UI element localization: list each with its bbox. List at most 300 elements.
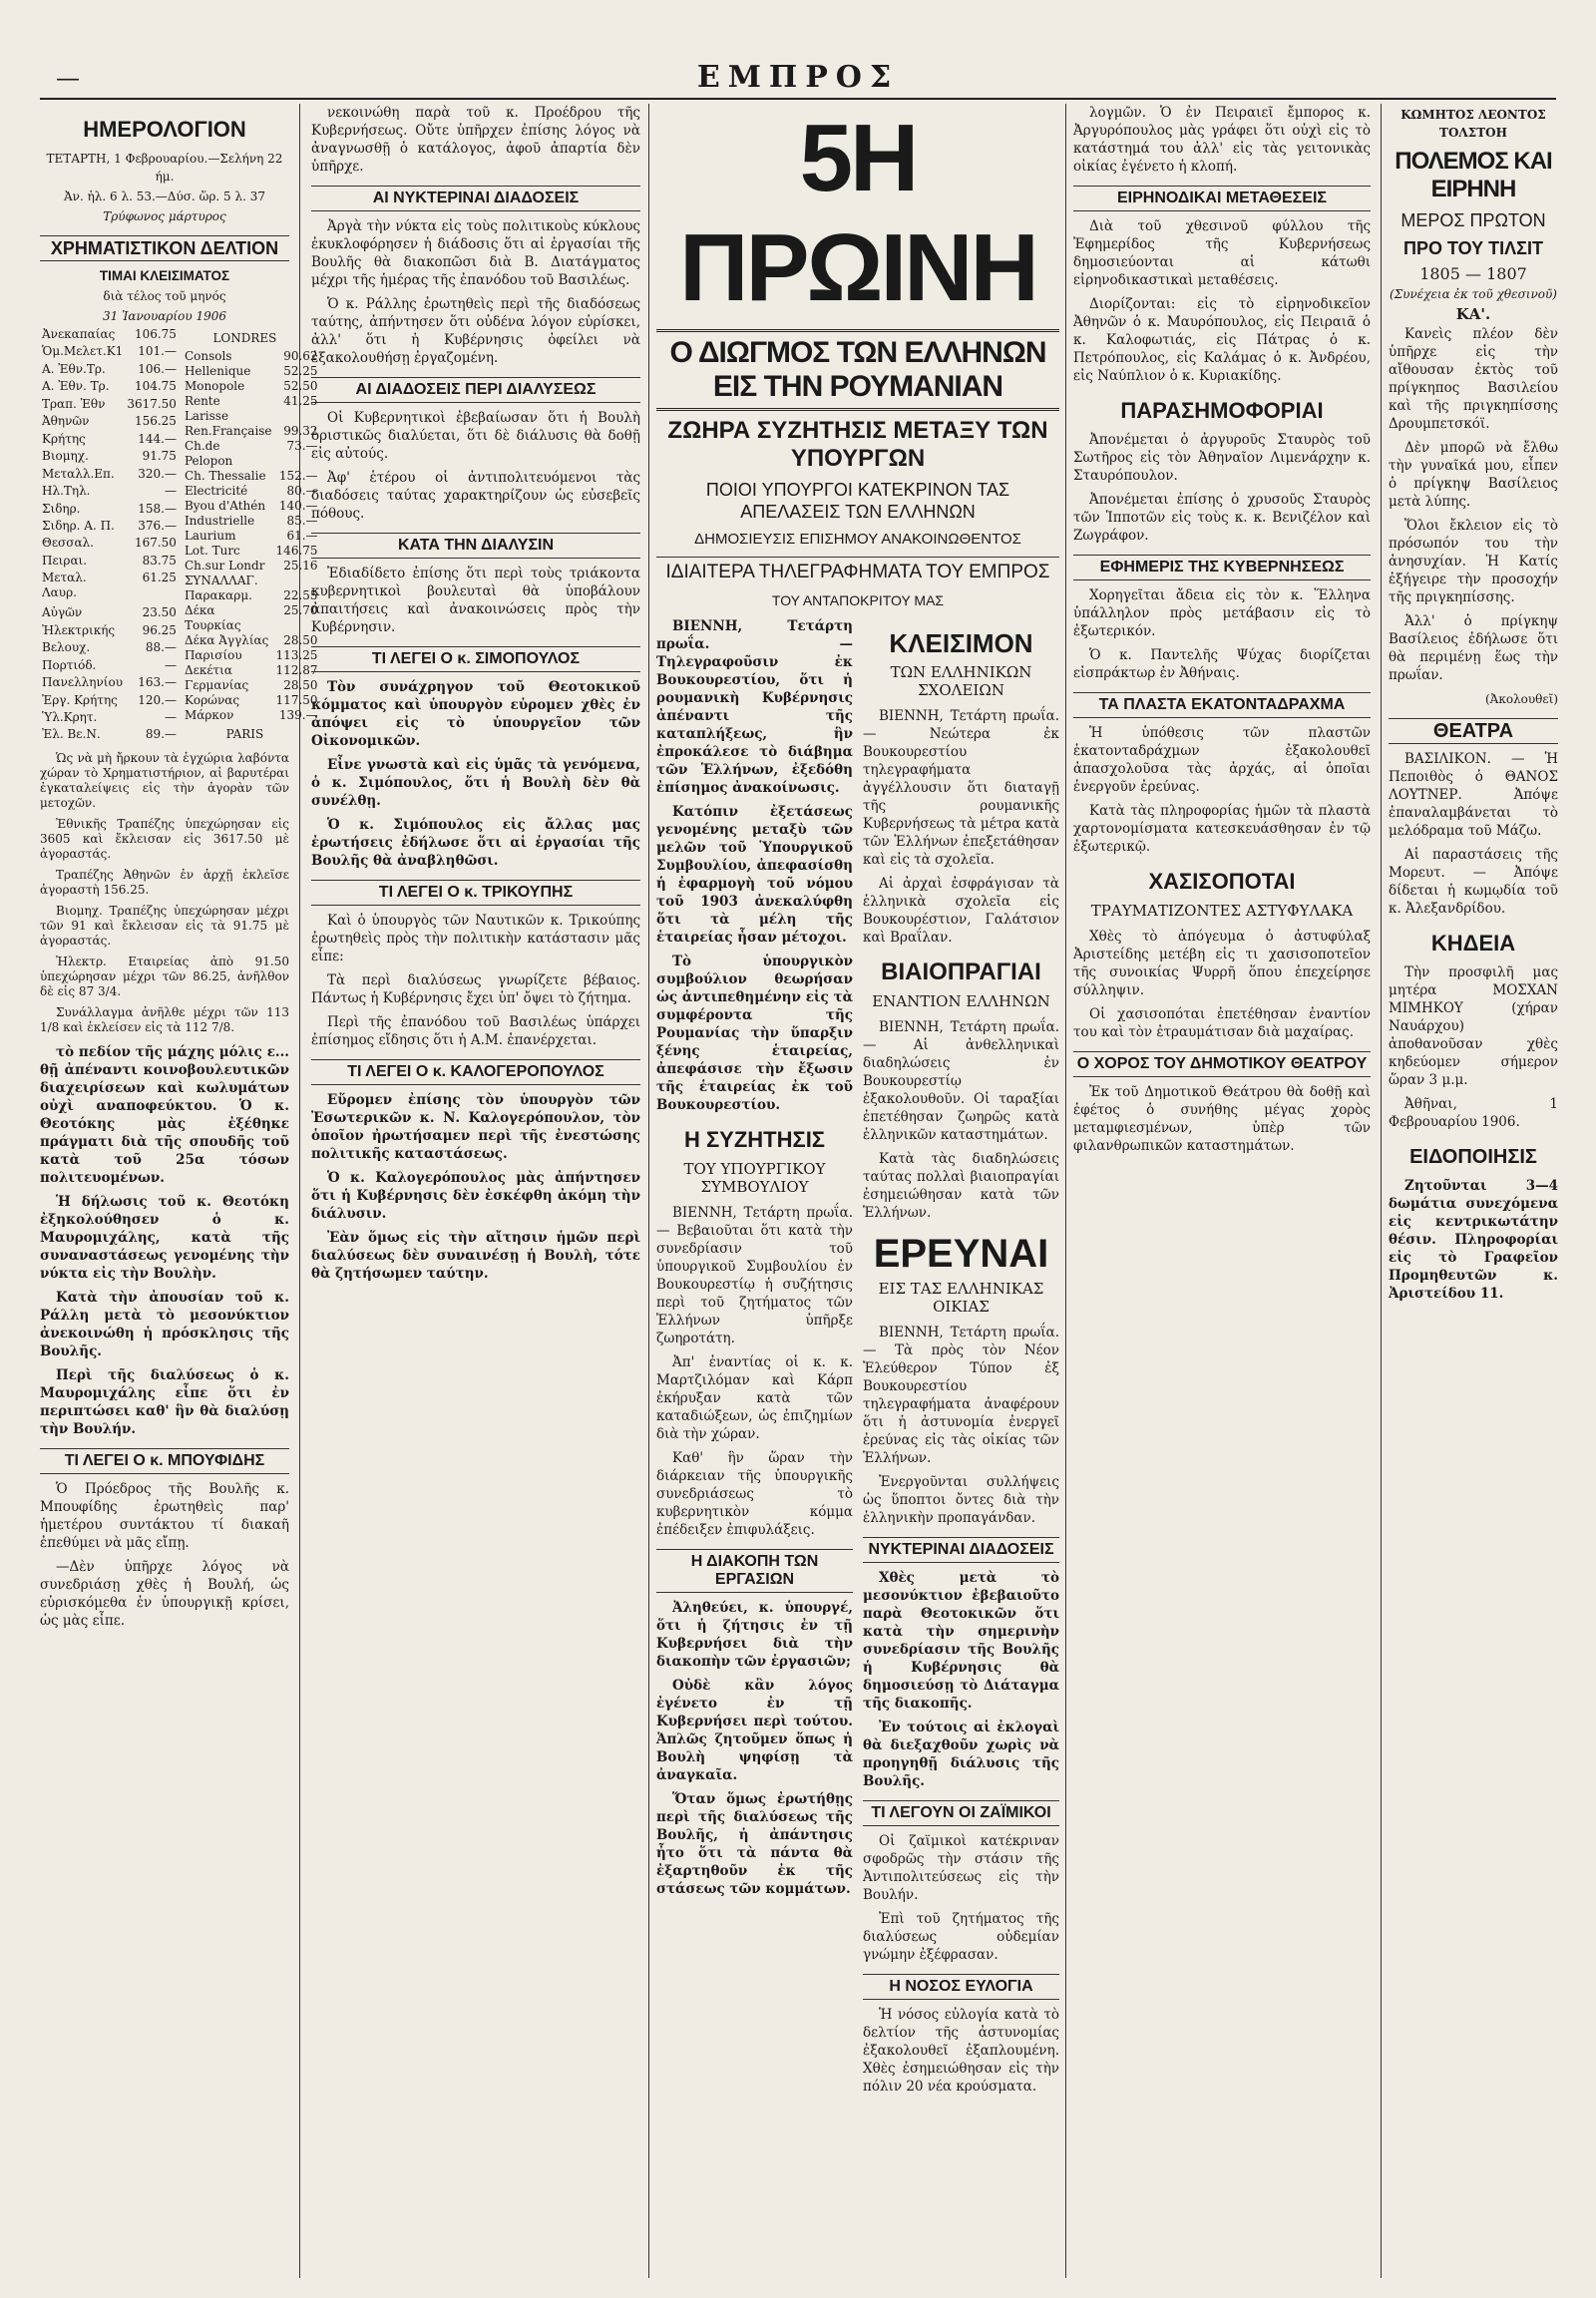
finance-value: 90.62 <box>283 349 318 363</box>
column-divider <box>1381 104 1382 2278</box>
finance-label: Laurium <box>184 529 236 543</box>
paragraph: Καὶ ὁ ὑπουργὸς τῶν Ναυτικῶν κ. Τρικούπης ἐρωτηθεὶς πρὸς τὴν πολιτικὴν κατάστασιν μᾶς εἶπε: <box>311 913 640 964</box>
serial-subtitle: ΠΡΟ ΤΟΥ ΤΙΛΣΙΤ <box>1403 238 1543 258</box>
paragraph: Ὅλοι ἔκλειον εἰς τὸ πρόσωπόν του τὴν ἀνησυχίαν. Ἡ Κατίς ἐξήγειρε τὴν προσοχήν τῆς πριγκηπίσσης. <box>1389 518 1558 605</box>
section-heading: ΤΑ ΠΛΑΣΤΑ ΕΚΑΤΟΝΤΑΔΡΑΧΜΑ <box>1073 692 1371 718</box>
finance-value: 158.— <box>138 501 177 516</box>
paragraph: Ἀλλ' ὁ πρίγκηψ Βασίλειος ἐδήλωσε ὅτι θὰ περιμένῃ ἕως τὴν πρωΐαν. <box>1389 613 1558 683</box>
section-heading: ΝΥΚΤΕΡΙΝΑΙ ΔΙΑΔΟΣΕΙΣ <box>863 1537 1059 1563</box>
finance-row <box>183 484 320 499</box>
finance-row <box>183 424 320 439</box>
paragraph: τὸ πεδίον τῆς μάχης μόλις ε... θῇ ἀπέναντι κοινοβουλευτικῶν διαχειρίσεων καὶ κωλυμάτων οὐχὶ αναποφεύκτου. Ὁ κ. Θεοτόκης μὰς ἐξέθηκε πράγματι διὰ τῆς σπουδῆς τοῦ κατὰ τοῦ 25α τόσων πολιτευομένων. <box>40 1044 289 1186</box>
finance-label: Θεσσαλ. <box>42 536 94 551</box>
finance-row <box>40 379 179 396</box>
section-body <box>656 1599 853 1898</box>
finance-value: 61.25 <box>142 571 177 585</box>
violence-subtitle: ΕΝΑΝΤΙΟΝ ΕΛΛΗΝΩΝ <box>872 992 1050 1010</box>
lead-subheadline: ΖΩΗΡΑ ΣΥΖΗΤΗΣΙΣ ΜΕΤΑΞΥ ΤΩΝ ΥΠΟΥΡΓΩΝ <box>667 417 1048 472</box>
lead-correspondent: ΤΟΥ ΑΝΤΑΠΟΚΡΙΤΟΥ ΜΑΣ <box>771 592 945 608</box>
finance-row <box>183 439 320 469</box>
theatre-heading: ΘΕΑΤΡΑ <box>1389 718 1558 744</box>
masthead-dash: — <box>56 64 80 92</box>
finance-label: Larisse <box>184 409 229 423</box>
finance-row <box>40 484 179 501</box>
paragraph: Χθὲς μετὰ τὸ μεσονύκτιον ἐβεβαιοῦτο παρὰ Θεοτοκικῶν ὅτι κατὰ τὴν σημερινὴν συνεδρίασιν τῆς Βουλῆς ἡ Κυβέρνησις θὰ δημοσιεύσῃ τὸ Διάταγμα τῆς διακοπῆς. <box>863 1570 1059 1712</box>
finance-label: Rente <box>184 394 220 408</box>
serial-chapter: ΚΑ'. <box>1455 305 1491 323</box>
paragraph: Οἱ Κυβερνητικοὶ ἐβεβαίωσαν ὅτι ἡ Βουλὴ ὁριστικῶς διαλύεται, ὅτι δὲ διάλυσις θὰ δοθῇ εἰς αὐτούς. <box>311 410 640 462</box>
finance-label: Παρακαρμ. <box>184 588 252 602</box>
finance-row <box>183 633 320 648</box>
finance-label: Δέκα Τουρκίας <box>184 603 241 632</box>
lead-left <box>656 617 853 2102</box>
finance-row <box>183 544 320 559</box>
finance-subtitle: ΤΙΜΑΙ ΚΛΕΙΣΙΜΑΤΟΣ <box>99 268 230 283</box>
section-heading: ΚΑΤΑ ΤΗΝ ΔΙΑΛΥΣΙΝ <box>311 533 640 559</box>
section-body <box>311 1091 640 1283</box>
finance-value: 376.— <box>138 518 177 533</box>
finance-label: Ch.de Pelopon <box>184 439 233 468</box>
lead-body <box>656 617 853 1114</box>
finance-row <box>40 658 179 675</box>
finance-label: Δέκα Ἀγγλίας <box>184 633 269 647</box>
column-1 <box>40 104 318 2278</box>
column-5 <box>1389 104 1558 2278</box>
finance-value: 152.— <box>278 469 318 483</box>
paragraph: ΒΙΕΝΝΗ, Τετάρτη πρωΐα. — Βεβαιοῦται ὅτι κατὰ τὴν συνεδρίασιν τοῦ ὑπουργικοῦ Συμβουλίου ἐν Βουκουρεστίῳ ἡ συζήτησις περὶ τοῦ ζητήματος τῶν Ἑλλήνων ὑπῆρξε ζωηροτάτη. <box>656 1205 853 1346</box>
finance-value: 61.— <box>286 529 318 543</box>
finance-value: 99.32 <box>283 424 318 438</box>
paragraph: Ὡς νὰ μὴ ἤρκουν τὰ ἐγχώρια λαβόντα χώραν τὸ Χρηματιστήριον, αἱ βαρυτέραι ἐγκαταλείψεις εἰς τὴν ἀγορὰν τῶν μετοχῶν. <box>40 751 289 810</box>
finance-row <box>40 727 179 745</box>
finance-label: Σιδηρ. Α. Π. <box>42 518 115 533</box>
finance-row <box>183 603 320 633</box>
section-heading: ΕΙΡΗΝΟΔΙΚΑΙ ΜΕΤΑΘΕΣΕΙΣ <box>1073 186 1371 211</box>
paragraph: Τὴν προσφιλῆ μας μητέρα ΜΟΣΧΑΝ ΜΙΜΗΚΟΥ (χήραν Ναυάρχου) ἀποθανοῦσαν χθὲς κηδεύομεν σήμερον ὥραν 3 μ.μ. <box>1389 964 1558 1088</box>
paragraph: Ἐὰν ὅμως εἰς τὴν αἴτησιν ἡμῶν περὶ διαλύσεως δὲν συναινέσῃ ἡ Βουλὴ, τότε θὰ ζητήσωμεν ταύτην. <box>311 1230 640 1282</box>
finance-label: Κορώνας <box>184 693 240 707</box>
paragraph: Τὸ ὑπουργικὸν συμβούλιον θεωρήσαν ὡς ἀντιπεθημένην εἰς τὰ συμφέροντα τῆς Ρουμανίας τὴν ὕπαρξιν ξένης ἑταιρείας, ἀπεφάσισε τὴν ἔξωσιν τῆς ἑταιρείας ἐκ τοῦ Βουκουρεστίου. <box>656 954 853 1113</box>
violence-body <box>863 1018 1059 1222</box>
finance-label: Τραπ. Ἐθν <box>42 396 106 411</box>
paragraph: Αἱ ἀρχαὶ ἐσφράγισαν τὰ ἑλληνικὰ σχολεῖα εἰς Βουκουρέστιον, Γαλάτσιον καὶ Βραΐλαν. <box>863 876 1059 946</box>
paragraph: Καθ' ἣν ὥραν τὴν διάρκειαν τῆς ὑπουργικῆς συνεδριάσεως τὸ κυβερνητικὸν κόμμα ἐπέδειξεν ἐπιφυλάξεις. <box>656 1450 853 1538</box>
section-heading: ΤΙ ΛΕΓΟΥΝ ΟΙ ΖΑΪΜΙΚΟΙ <box>863 1800 1059 1826</box>
serial-author: ΚΩΜΗΤΟΣ ΛΕΟΝΤΟΣ ΤΟΛΣΤΟΗ <box>1400 108 1546 140</box>
paragraph: Χορηγεῖται ἄδεια εἰς τὸν κ. Ἕλληνα ὑπάλληλον πρὸς μετάβασιν εἰς τὸ ἐξωτερικόν. <box>1073 587 1371 639</box>
finance-value: 101.— <box>138 344 177 359</box>
paragraph: Ἀργὰ τὴν νύκτα εἰς τοὺς πολιτικοὺς κύκλους ἐκυκλοφόρησεν ἡ διάδοσις ὅτι αἱ ἐργασίαι τῆς Βουλῆς θὰ διακοπῶσι διὰ Β. Διατάγματος μέχρι τῆς ἡμέρας τῆς ἐπανόδου τοῦ Βασιλέως. <box>311 218 640 288</box>
section-subtitle: ΤΡΑΥΜΑΤΙΖΟΝΤΕΣ ΑΣΤΥΦΥΛΑΚΑ <box>1090 902 1354 920</box>
finance-value: 83.75 <box>142 553 177 568</box>
paragraph: λογμῶν. Ὁ ἐν Πειραιεῖ ἔμπορος κ. Ἀργυρόπουλος μὰς γράφει ὅτι οὐχὶ εἰς τὸ κατάστημά του ἀλλ' εἰς τὰς γειτονικὰς οἰκίας ἐγένετο ἡ κλοπή. <box>1073 105 1371 175</box>
paragraph: Ἐκ τοῦ Δημοτικοῦ Θεάτρου θὰ δοθῇ καὶ ἐφέτος ὁ συνήθης μέγας χορὸς μεταμφιεσμένων, ὑπὲρ τῶν φιλανθρωπικῶν καταστημάτων. <box>1073 1084 1371 1154</box>
paragraph: Ἐδιαδίδετο ἐπίσης ὅτι περὶ τοὺς τριάκοντα κυβερνητικοὶ βουλευταὶ θὰ ὑποβάλουν ἀπαιτήσεις καὶ ἀνακοινώσεις πρὸς τὴν Κυβέρνησιν. <box>311 566 640 635</box>
closure-title: ΚΛΕΙΣΙΜΟΝ <box>889 628 1033 658</box>
searches-title: ΕΡΕΥΝΑΙ <box>873 1232 1049 1276</box>
paragraph: Περὶ τῆς διαλύσεως ὁ κ. Μαυρομιχάλης εἶπε ὅτι ἐν περιπτώσει καθ' ἣν θὰ διαλύσῃ τὴν Βουλήν. <box>40 1367 289 1437</box>
finance-label: Βιομηχ. <box>42 449 89 464</box>
finance-label: Ἐργ. Κρήτης <box>42 692 118 707</box>
violence-title: ΒΙΑΙΟΠΡΑΓΙΑΙ <box>881 958 1041 985</box>
paragraph: Ἀπονέμεται ὁ ἀργυροῦς Σταυρὸς τοῦ Σωτῆρος εἰς τὸν Ἀθηναῖον Λιμενάρχην κ. Σταυρόπουλον. <box>1073 432 1371 484</box>
funeral-body <box>1389 963 1558 1131</box>
paragraph: νεκοινώθη παρὰ τοῦ κ. Προέδρου τῆς Κυβερνήσεως. Οὔτε ὑπῆρχεν ἐπίσης λόγος νὰ ἀναγνωσθῇ ὁ κατάλογος, ἀφοῦ ἀπαρτία δὲν ὑπῆρχε. <box>311 105 640 175</box>
finance-row <box>40 623 179 640</box>
paragraph: Τραπέζης Ἀθηνῶν ἐν ἀρχῇ ἐκλεῖσε ἀγοραστὴ 156.25. <box>40 868 289 897</box>
masthead <box>40 58 1556 100</box>
finance-value: 320.— <box>138 466 177 481</box>
section-heading: Η ΔΙΑΚΟΠΗ ΤΩΝ ΕΡΓΑΣΙΩΝ <box>656 1549 853 1593</box>
paragraph: Δὲν μπορῶ νὰ ἔλθω τὴν γυναῖκά μου, εἶπεν ὁ πρίγκηψ Βασίλειος μετὰ λύπης. <box>1389 440 1558 510</box>
lead-right <box>863 617 1059 2102</box>
paragraph: Ἐθνικῆς Τραπέζης ὑπεχώρησαν εἰς 3605 καὶ ἔκλεισαν εἰς 3617.50 μὲ ἀγοραστάς. <box>40 817 289 861</box>
serial-follows: (Ἀκολουθεῖ) <box>1484 692 1558 706</box>
serial-body <box>1389 325 1558 684</box>
finance-value: 25.16 <box>283 559 318 573</box>
finance-label: Παρισίου <box>184 648 242 662</box>
paragraph: Ἐνεργοῦνται συλλήψεις ὡς ὕποπτοι ὄντες διὰ τὴν ἑλληνικὴν προπαγάνδαν. <box>863 1474 1059 1526</box>
section-body <box>311 912 640 1049</box>
section-body <box>311 565 640 636</box>
finance-value: 22.55 <box>283 588 318 602</box>
finance-label: Μεταλ. Λαυρ. <box>42 571 87 600</box>
paragraph: Ἠλεκτρ. Εταιρείας ἀπὸ 91.50 ὑπεχώρησαν μέχρι τῶν 86.25, ἀνῆλθον δὲ εἰς 87 3/4. <box>40 955 289 998</box>
paragraph: Ἐν τούτοις αἱ ἐκλογαὶ θὰ διεξαχθοῦν χωρὶς νὰ προηγηθῇ διάλυσις τῆς Βουλῆς. <box>863 1720 1059 1789</box>
finance-label: Κρήτης <box>42 431 86 446</box>
paragraph: Ὁ κ. Ράλλης ἐρωτηθεὶς περὶ τῆς διαδόσεως ταύτης, ἀπήντησεν ὅτι οὐδένα λόγον εὑρίσκει, ἀλλ' ὅτι ἡ Κυβέρνησις ὀφείλει νὰ ἐξακολουθήσῃ ἐργαζομένη. <box>311 296 640 366</box>
column-4 <box>1073 104 1371 2278</box>
serial-title: ΠΟΛΕΜΟΣ ΚΑΙ ΕΙΡΗΝΗ <box>1395 148 1552 202</box>
finance-row <box>40 554 179 571</box>
paragraph: Κατὰ τὴν ἀπουσίαν τοῦ κ. Ράλλη μετὰ τὸ μεσονύκτιον ἀνεκοινώθη ἡ πρόσκλησις τῆς Βουλῆς. <box>40 1290 289 1359</box>
finance-row <box>40 502 179 519</box>
finance-row <box>183 648 320 663</box>
closure-body <box>863 707 1059 947</box>
lead-deck-2: ΔΗΜΟΣΙΕΥΣΙΣ ΕΠΙΣΗΜΟΥ ΑΝΑΚΟΙΝΩΘΕΝΤΟΣ <box>694 531 1021 548</box>
finance-label: Πειραι. <box>42 553 88 568</box>
finance-label: Ηλ.Τηλ. <box>42 484 91 499</box>
section-heading: ΤΙ ΛΕΓΕΙ Ο κ. ΤΡΙΚΟΥΠΗΣ <box>311 880 640 906</box>
finance-subtitle-2: διὰ τέλος τοῦ μηνός <box>103 289 226 303</box>
finance-value: 139.— <box>278 708 318 722</box>
funeral-heading: ΚΗΔΕΙΑ <box>1430 931 1516 956</box>
finance-label: Γερμανίας <box>184 678 249 692</box>
finance-row <box>40 519 179 536</box>
finance-label: Ὑλ.Κρητ. <box>42 709 98 724</box>
serial-continued: (Συνέχεια ἐκ τοῦ χθεσινοῦ) <box>1390 287 1557 301</box>
finance-label: Ἀθηνῶν <box>42 414 90 429</box>
paragraph: Ἀφ' ἑτέρου οἱ ἀντιπολιτευόμενοι τὰς διαδόσεις ταύτας χαρακτηρίζουν ὡς εὐσεβεῖς πόθους. <box>311 470 640 522</box>
finance-value: 28.50 <box>283 633 318 647</box>
paragraph: Ὁ Πρόεδρος τῆς Βουλῆς κ. Μπουφίδης ἐρωτηθεὶς παρ' ἡμετέρου συντάκτου τί διακαῆ ἐπεθύμει νὰ μᾶς εἴπῃ. <box>40 1481 289 1551</box>
section-heading: ΤΙ ΛΕΓΕΙ Ο κ. ΣΙΜΟΠΟΥΛΟΣ <box>311 646 640 672</box>
paragraph: ΒΙΕΝΝΗ, Τετάρτη πρωΐα. — Αἱ ἀνθελληνικαὶ διαδηλώσεις ἐν Βουκουρεστίῳ ἐξακολουθοῦν. Οἱ ταραξίαι ἐπετέθησαν ζωηρῶς κατὰ ἑλληνικῶν καταστημάτων. <box>863 1019 1059 1143</box>
finance-value: 52.25 <box>283 364 318 378</box>
section-heading: ΤΙ ΛΕΓΕΙ Ο κ. ΚΑΛΟΓΕΡΟΠΟΥΛΟΣ <box>311 1059 640 1085</box>
section-heading: ΑΙ ΔΙΑΔΟΣΕΙΣ ΠΕΡΙ ΔΙΑΛΥΣΕΩΣ <box>311 377 640 403</box>
paragraph: Βιομηχ. Τραπέζης ὑπεχώρησαν μέχρι τῶν 91 καὶ ἔκλεισαν εἰς τὰ 91.75 μὲ ἀγοραστάς. <box>40 904 289 948</box>
london-label: LONDRES <box>212 331 277 345</box>
finance-row <box>183 379 320 394</box>
finance-row <box>40 327 179 344</box>
finance-label: Α. Ἐθν. Τρ. <box>42 379 110 394</box>
calendar-title: ΗΜΕΡΟΛΟΓΙΟΝ <box>83 117 246 142</box>
finance-value: 28.50 <box>283 678 318 692</box>
finance-row <box>40 344 179 361</box>
paragraph: Διορίζονται: εἰς τὸ εἰρηνοδικεῖον Ἀθηνῶν ὁ κ. Μαυρόπουλος, εἰς Πειραιᾶ ὁ κ. Καλοφωτιάς, εἰς Πάτρας ὁ κ. Πετρόπουλος, εἰς Καλάμας ὁ κ. Ἀνδρέου, εἰς Ναύπλιον ὁ κ. Κυριακίδης. <box>1073 296 1371 384</box>
finance-value: 112.87 <box>275 663 318 677</box>
section-heading: ΕΦΗΜΕΡΙΣ ΤΗΣ ΚΥΒΕΡΝΗΣΕΩΣ <box>1073 555 1371 580</box>
paragraph: Ὁ κ. Σιμόπουλος εἰς ἄλλας μας ἐρωτήσεις ἐδήλωσε ὅτι αἱ ἐργασίαι τῆς Βουλῆς θὰ ἀναβληθῶσι. <box>311 817 640 869</box>
finance-label: Ἠλεκτρικής <box>42 622 116 637</box>
finance-tables <box>40 327 318 745</box>
paragraph: ΒΙΕΝΝΗ, Τετάρτη πρωΐα. — Τηλεγραφοῦσιν ἐκ Βουκουρεστίου, ὅτι ἡ ρουμανικὴ Κυβέρνησις ἀπέναντι τῆς καταπλήξεως, ἣν ἐπροκάλεσε τὸ διάβημα τῶν Ἑλλήνων, ἐξεδόθη ἐπίσημος ἀνακοίνωσις. <box>656 618 853 796</box>
finance-row <box>183 499 320 514</box>
section-heading: ΧΑΣΙΣΟΠΟΤΑΙ <box>1148 869 1296 894</box>
closure-subtitle: ΤΩΝ ΕΛΛΗΝΙΚΩΝ ΣΧΟΛΕΙΩΝ <box>890 663 1032 699</box>
section-body <box>1073 1083 1371 1155</box>
finance-value: 113.25 <box>275 648 318 662</box>
finance-row <box>40 432 179 449</box>
finance-row <box>40 675 179 692</box>
paragraph: Κατόπιν ἐξετάσεως γενομένης μεταξὺ τῶν μελῶν τοῦ Ὑπουργικοῦ Συμβουλίου, ἀπεφασίσθη ἡ ἐφαρμογὴ τοῦ νόμου τοῦ 1903 ἀνεκαλύφθη ὅτι τὰ μέλη τῆς ἑταιρείας ἦσαν μέτοχοι. <box>656 804 853 946</box>
finance-label: Byou d'Athén <box>184 499 266 513</box>
notice-body <box>1389 1177 1558 1303</box>
finance-label: Lot. Turc <box>184 544 240 558</box>
paragraph: Ὅταν ὅμως ἐρωτήθῃς περὶ τῆς διαλύσεως τῆς Βουλῆς, ἡ ἀπάντησις ἦτο ὅτι τὰ πάντα θὰ ἐξαρτηθοῦν ἐκ τῆς στάσεως τῶν κομμάτων. <box>656 1791 853 1897</box>
paragraph: Οἱ χασισοπόται ἐπετέθησαν ἐναντίον του καὶ τὸν ἐτραυμάτισαν διὰ μαχαίρας. <box>1073 1006 1371 1040</box>
finance-row <box>183 678 320 693</box>
finance-table-foreign <box>183 349 320 723</box>
calendar-date: ΤΕΤΑΡΤΗ, 1 Φεβρουαρίου.—Σελήνη 22 ήμ. <box>46 152 283 184</box>
searches-subtitle: ΕΙΣ ΤΑΣ ΕΛΛΗΝΙΚΑΣ ΟΙΚΙΑΣ <box>878 1280 1044 1316</box>
paris-label: PARIS <box>225 727 264 741</box>
finance-row <box>183 574 320 588</box>
theatre-body <box>1389 750 1558 918</box>
finance-row <box>183 349 320 364</box>
column-1-body <box>40 1043 289 1438</box>
paragraph: Εἶνε γνωστὰ καὶ εἰς ὑμᾶς τὰ γενόμενα, ὁ κ. Σιμόπουλος, ὅτι ἡ Βουλὴ δὲν θὰ συνέλθῃ. <box>311 757 640 809</box>
section-body <box>311 678 640 870</box>
finance-title: ΧΡΗΜΑΤΙΣΤΙΚΟΝ ΔΕΛΤΙΟΝ <box>40 235 289 261</box>
finance-value: 167.50 <box>134 536 177 551</box>
finance-value: 106.— <box>138 361 177 376</box>
paragraph: Ἡ δήλωσις τοῦ κ. Θεοτόκη ἐξηκολούθησεν ὁ κ. Μαυρομιχάλης, κατὰ τῆς συναναστάσεως γενομένης τὴν νύκτα εἰς τὴν Βουλὴν. <box>40 1194 289 1282</box>
finance-value: — <box>164 709 177 724</box>
finance-row <box>183 588 320 603</box>
lead-deck: ΠΟΙΟΙ ΥΠΟΥΡΓΟΙ ΚΑΤΕΚΡΙΝΟΝ ΤΑΣ ΑΠΕΛΑΣΕΙΣ ΤΩΝ ΕΛΛΗΝΩΝ <box>705 480 1010 522</box>
paragraph: Οὐδὲ κἂν λόγος ἐγένετο ἐν τῇ Κυβερνήσει περὶ τούτου. Ἁπλῶς ζητοῦμεν ὅπως ἡ Βουλὴ ψηφίσῃ τὰ ἀναγκαῖα. <box>656 1678 853 1783</box>
finance-value: 88.— <box>145 640 177 655</box>
paragraph: Ἐπὶ τοῦ ζητήματος τῆς διαλύσεως οὐδεμίαν γνώμην ἐξέφρασαν. <box>863 1911 1059 1963</box>
paragraph: Ἡ ὑπόθεσις τῶν πλαστῶν ἑκατονταδράχμων ἐξακολουθεῖ ἀπασχολοῦσα τὰς ἀρχάς, αἱ ὁποῖαι ἐνεργοῦν ἐρεύνας. <box>1073 725 1371 795</box>
debate-body <box>656 1204 853 1539</box>
finance-value: 106.75 <box>134 327 177 341</box>
lead-headline: Ο ΔΙΩΓΜΟΣ ΤΩΝ ΕΛΛΗΝΩΝ ΕΙΣ ΤΗΝ ΡΟΥΜΑΝΙΑΝ <box>656 329 1059 411</box>
finance-value: 120.— <box>138 692 177 707</box>
finance-label: Μάρκον <box>184 708 234 722</box>
section-heading: Η ΝΟΣΟΣ ΕΥΛΟΓΙΑ <box>863 1974 1059 2000</box>
finance-row <box>183 693 320 708</box>
finance-value: 73.— <box>286 439 318 453</box>
finance-row <box>183 394 320 409</box>
section-body <box>863 2006 1059 2096</box>
serial-part: ΜΕΡΟΣ ΠΡΩΤΟΝ <box>1400 210 1546 230</box>
finance-label: Ch. Thessalie <box>184 469 266 483</box>
section-body <box>1073 724 1371 856</box>
finance-row <box>40 536 179 553</box>
calendar-sun: Ἀν. ἡλ. 6 λ. 53.—Δύσ. ὥρ. 5 λ. 37 <box>64 190 265 203</box>
column-divider <box>648 104 649 2278</box>
paragraph: Τὰ περὶ διαλύσεως γνωρίζετε βέβαιος. Πάντως ἡ Κυβέρνησις ἔχει ὑπ' ὄψει τὸ ζήτημα. <box>311 972 640 1006</box>
finance-label: Ren.Française <box>184 424 272 438</box>
finance-row <box>183 514 320 529</box>
finance-value: 104.75 <box>134 379 177 394</box>
section-body <box>311 409 640 523</box>
finance-value: 3617.50 <box>127 396 177 411</box>
finance-value: 146.75 <box>275 544 318 558</box>
finance-row <box>183 663 320 678</box>
finance-row <box>40 693 179 710</box>
finance-row <box>40 362 179 379</box>
finance-row <box>40 397 179 414</box>
finance-label: Ὁμ.Μελετ.Κ1 <box>42 344 124 359</box>
section-body <box>1073 586 1371 682</box>
paragraph: Ἀθῆναι, 1 Φεβρουαρίου 1906. <box>1389 1096 1558 1130</box>
finance-label: Πανελληνίου <box>42 675 123 690</box>
paragraph: Οἱ ζαϊμικοὶ κατέκριναν σφοδρῶς τὴν στάσιν τῆς Ἀντιπολιτεύσεως εἰς τὴν Βουλήν. <box>863 1833 1059 1903</box>
debate-subtitle: ΤΟΥ ΥΠΟΥΡΓΙΚΟΥ ΣΥΜΒΟΥΛΙΟΥ <box>683 1160 826 1196</box>
finance-label: Σιδηρ. <box>42 501 81 516</box>
section-body <box>40 1480 289 1630</box>
section-heading: ΤΙ ΛΕΓΕΙ Ο κ. ΜΠΟΥΦΙΔΗΣ <box>40 1448 289 1474</box>
finance-value: 41.25 <box>283 394 318 408</box>
finance-row <box>183 409 320 424</box>
finance-row <box>183 469 320 484</box>
section-heading: ΑΙ ΝΥΚΤΕΡΙΝΑΙ ΔΙΑΔΟΣΕΙΣ <box>311 186 640 211</box>
finance-date: 31 Ἰανουαρίου 1906 <box>103 309 226 323</box>
finance-row <box>40 449 179 466</box>
paragraph: ΒΑΣΙΛΙΚΟΝ. — Ἡ Πεποιθὸς ὁ ΘΑΝΟΣ ΛΟΥΤΝΕΡ. Ἀπόψε ἐπαναλαμβάνεται τὸ μελόδραμα τοῦ Μάζω. <box>1389 751 1558 839</box>
finance-label: Consols <box>184 349 232 363</box>
paragraph: ΒΙΕΝΝΗ, Τετάρτη πρωΐα. — Νεώτερα ἐκ Βουκουρεστίου τηλεγραφήματα ἀγγέλλουσιν ὅτι διαταγῇ τῆς ρουμανικῆς Κυβερνήσεως τὰ μέτρα κατὰ τῶν Ἑλλήνων ἐπεξετάθησαν καὶ εἰς τὰ σχολεῖα. <box>863 708 1059 868</box>
paragraph: Κατὰ τὰς διαδηλώσεις ταύτας πολλαὶ βιαιοπραγίαι ἐσημειώθησαν κατὰ τῶν Ἑλλήνων. <box>863 1151 1059 1221</box>
column-divider <box>1065 104 1066 2278</box>
paragraph: ΒΙΕΝΝΗ, Τετάρτη πρωΐα. — Τὰ πρὸς τὸν Νέον Ἐλεύθερον Τύπον ἐξ Βουκουρεστίου τηλεγραφήματα ἀναφέρουν ὅτι ἡ ἀστυνομία ἐνεργεῖ ἐρεύνας εἰς τὰς οἰκίας τῶν Ἑλλήνων. <box>863 1325 1059 1466</box>
finance-value: 25.70 <box>283 603 318 617</box>
column-3 <box>656 104 1059 2278</box>
finance-row <box>183 559 320 574</box>
finance-value: — <box>164 484 177 499</box>
finance-value: 85.— <box>286 514 318 528</box>
paragraph: Ὁ κ. Παντελῆς Ψύχας διορίζεται εἰσπράκτωρ ἐν Ἀθήναις. <box>1073 647 1371 681</box>
finance-table-athens <box>40 327 179 745</box>
lead-telegrams: ΙΔΙΑΙΤΕΡΑ ΤΗΛΕΓΡΑΦΗΜΑΤΑ ΤΟΥ ΕΜΠΡΟΣ <box>656 557 1059 583</box>
paragraph: Συνάλλαγμα ἀνῆλθε μέχρι τῶν 113 1/8 καὶ ἐκλείσεν εἰς τὰ 112 7/8. <box>40 1005 289 1034</box>
finance-label: Μεταλλ.Επ. <box>42 466 115 481</box>
paragraph: Ἡ νόσος εὐλογία κατὰ τὸ δελτίον τῆς ἀστυνομίας ἐξακολουθεῖ ἐξαπλουμένη. Χθὲς ἐσημειώθησαν εἰς τὴν πόλιν 20 νέα κρούσματα. <box>863 2007 1059 2095</box>
finance-value: 23.50 <box>142 605 177 620</box>
finance-label: Ἀνεκαπαίας <box>42 327 116 341</box>
finance-value: 91.75 <box>142 449 177 464</box>
finance-foreign <box>183 327 318 745</box>
section-heading: ΠΑΡΑΣΗΜΟΦΟΡΙΑΙ <box>1120 398 1324 423</box>
finance-value: 96.25 <box>142 622 177 637</box>
finance-row <box>40 710 179 727</box>
finance-row <box>40 605 179 622</box>
column-2 <box>311 104 640 2278</box>
finance-label: Βελουχ. <box>42 640 91 655</box>
calendar-saint: Τρύφωνος μάρτυρος <box>103 209 226 223</box>
finance-value: 140.— <box>278 499 318 513</box>
paragraph: Κατὰ τὰς πληροφορίας ἡμῶν τὰ πλαστὰ χαρτονομίσματα κατεσκευάσθησαν ἐν τῷ ἐξωτερικῷ. <box>1073 803 1371 855</box>
finance-label: Monopole <box>184 379 245 393</box>
paragraph: Χθὲς τὸ ἀπόγευμα ὁ ἀστυφύλαξ Ἀριστείδης μετέβη εἰς τι χασισοποτεῖον τῆς συνοικίας Ψυρρῆ ὅπου ἐπεχείρησε σύλληψιν. <box>1073 929 1371 998</box>
finance-value: 156.25 <box>134 414 177 429</box>
debate-title: Η ΣΥΖΗΤΗΣΙΣ <box>683 1127 826 1152</box>
finance-label: Industrielle <box>184 514 255 528</box>
newspaper-title: ΕΜΠΡΟΣ <box>696 60 900 95</box>
finance-row <box>183 708 320 723</box>
finance-label: Electricité <box>184 484 248 498</box>
paragraph: Κανεὶς πλέον δὲν ὑπῆρχε εἰς τὴν αἴθουσαν ἐκτὸς τοῦ πρίγκηπος Βασιλείου καὶ τῆς πριγκηπίσσης Δρουμπετσκόϊ. <box>1389 326 1558 432</box>
searches-body <box>863 1324 1059 1527</box>
finance-label: Α. Ἐθν.Τρ. <box>42 361 106 376</box>
finance-value: 52.50 <box>283 379 318 393</box>
finance-label: Hellenique <box>184 364 251 378</box>
serial-years: 1805 — 1807 <box>1419 264 1527 283</box>
finance-label: Πορτιόδ. <box>42 657 97 672</box>
paragraph: Εὕρομεν ἐπίσης τὸν ὑπουργὸν τῶν Ἐσωτερικῶν κ. Ν. Καλογερόπουλον, τὸν ὁποῖον ἠρωτήσαμεν περὶ τῆς ἐνεστώσης πολιτικῆς καταστάσεως. <box>311 1092 640 1162</box>
finance-value: 80.— <box>286 484 318 498</box>
paragraph: Ἀπ' ἐναντίας οἱ κ. κ. Μαρτζιλόμαν καὶ Κάρπ ἐκήρυξαν κατὰ τῶν καταδιώξεων, ὡς ἐπιζημίων διὰ τὴν χώραν. <box>656 1354 853 1442</box>
lead-columns <box>656 617 1059 2102</box>
finance-row <box>40 414 179 431</box>
paragraph: Ζητοῦνται 3—4 δωμάτια συνεχόμενα εἰς κεντρικωτάτην θέσιν. Πληροφορίαι εἰς τὸ Γραφεῖον Προμηθευτῶν κ. Ἀριστείδου 11. <box>1389 1178 1558 1302</box>
paragraph: Ὁ κ. Καλογερόπουλος μὰς ἀπήντησεν ὅτι ἡ Κυβέρνησις δὲν ἐσκέφθη ἀκόμη τὴν διάλυσιν. <box>311 1170 640 1222</box>
paragraph: Περὶ τῆς ἐπανόδου τοῦ Βασιλέως ὑπάρχει ἐπίσημος εἴδησις ὅτι ἡ Α.Μ. ἐπανέρχεται. <box>311 1014 640 1048</box>
section-body <box>311 217 640 367</box>
finance-label: Ch.sur Londr <box>184 559 265 573</box>
section-body <box>863 1832 1059 1964</box>
finance-row <box>183 364 320 379</box>
notice-heading: ΕΙΔΟΠΟΙΗΣΙΣ <box>1409 1146 1537 1168</box>
section-body <box>1073 928 1371 1041</box>
paragraph: Ἀπονέμεται ἐπίσης ὁ χρυσοῦς Σταυρὸς τῶν Ἱπποτῶν εἰς τοὺς κ. κ. Βενιζέλον καὶ Ζωγράφον. <box>1073 492 1371 544</box>
finance-notes <box>40 751 289 1035</box>
edition-title: 5Η ΠΡΩΙΝΗ <box>679 105 1036 321</box>
finance-row <box>40 571 179 605</box>
section-body <box>1073 431 1371 545</box>
paragraph: Τὸν συνάχρηγον τοῦ Θεοτοκικοῦ κόμματος καὶ ὑπουργὸν εὑρομεν χθὲς ἐν ἀπόψει εἰς τὸ ὑπουργεῖον τῶν Οἰκονομικῶν. <box>311 679 640 749</box>
section-body <box>863 1569 1059 1790</box>
section-heading: Ο ΧΟΡΟΣ ΤΟΥ ΔΗΜΟΤΙΚΟΥ ΘΕΑΤΡΟΥ <box>1073 1051 1371 1077</box>
finance-value: 117.50 <box>275 693 318 707</box>
finance-label: Ἐλ. Βε.Ν. <box>42 727 101 742</box>
section-body <box>1073 217 1371 385</box>
finance-value: 89.— <box>145 727 177 742</box>
paragraph: Διὰ τοῦ χθεσινοῦ φύλλου τῆς Ἐφημερίδος τῆς Κυβερνήσεως δημοσιεύονται αἱ κάτωθι εἰρηνοδικαστικαὶ μεταθέσεις. <box>1073 218 1371 288</box>
paragraph: Ἀληθεύει, κ. ὑπουργέ, ὅτι ἡ ζήτησις ἐν τῇ Κυβερνήσει διὰ τὴν διακοπὴν τῶν ἐργασιῶν; <box>656 1600 853 1670</box>
finance-value: 144.— <box>138 431 177 446</box>
finance-label: ΣΥΝΑΛΛΑΓ. <box>184 574 258 587</box>
finance-value: — <box>164 657 177 672</box>
finance-row <box>40 467 179 484</box>
paragraph: —Δὲν ὑπῆρχε λόγος νὰ συνεδριάσῃ χθὲς ἡ Βουλή, ὡς εὑρισκόμεθα ἐν ὑπουργικῇ κρίσει, ὡς μὰς εἶπε. <box>40 1559 289 1629</box>
finance-label: Δεκέτια <box>184 663 232 677</box>
finance-label: Αὐγῶν <box>42 605 83 620</box>
